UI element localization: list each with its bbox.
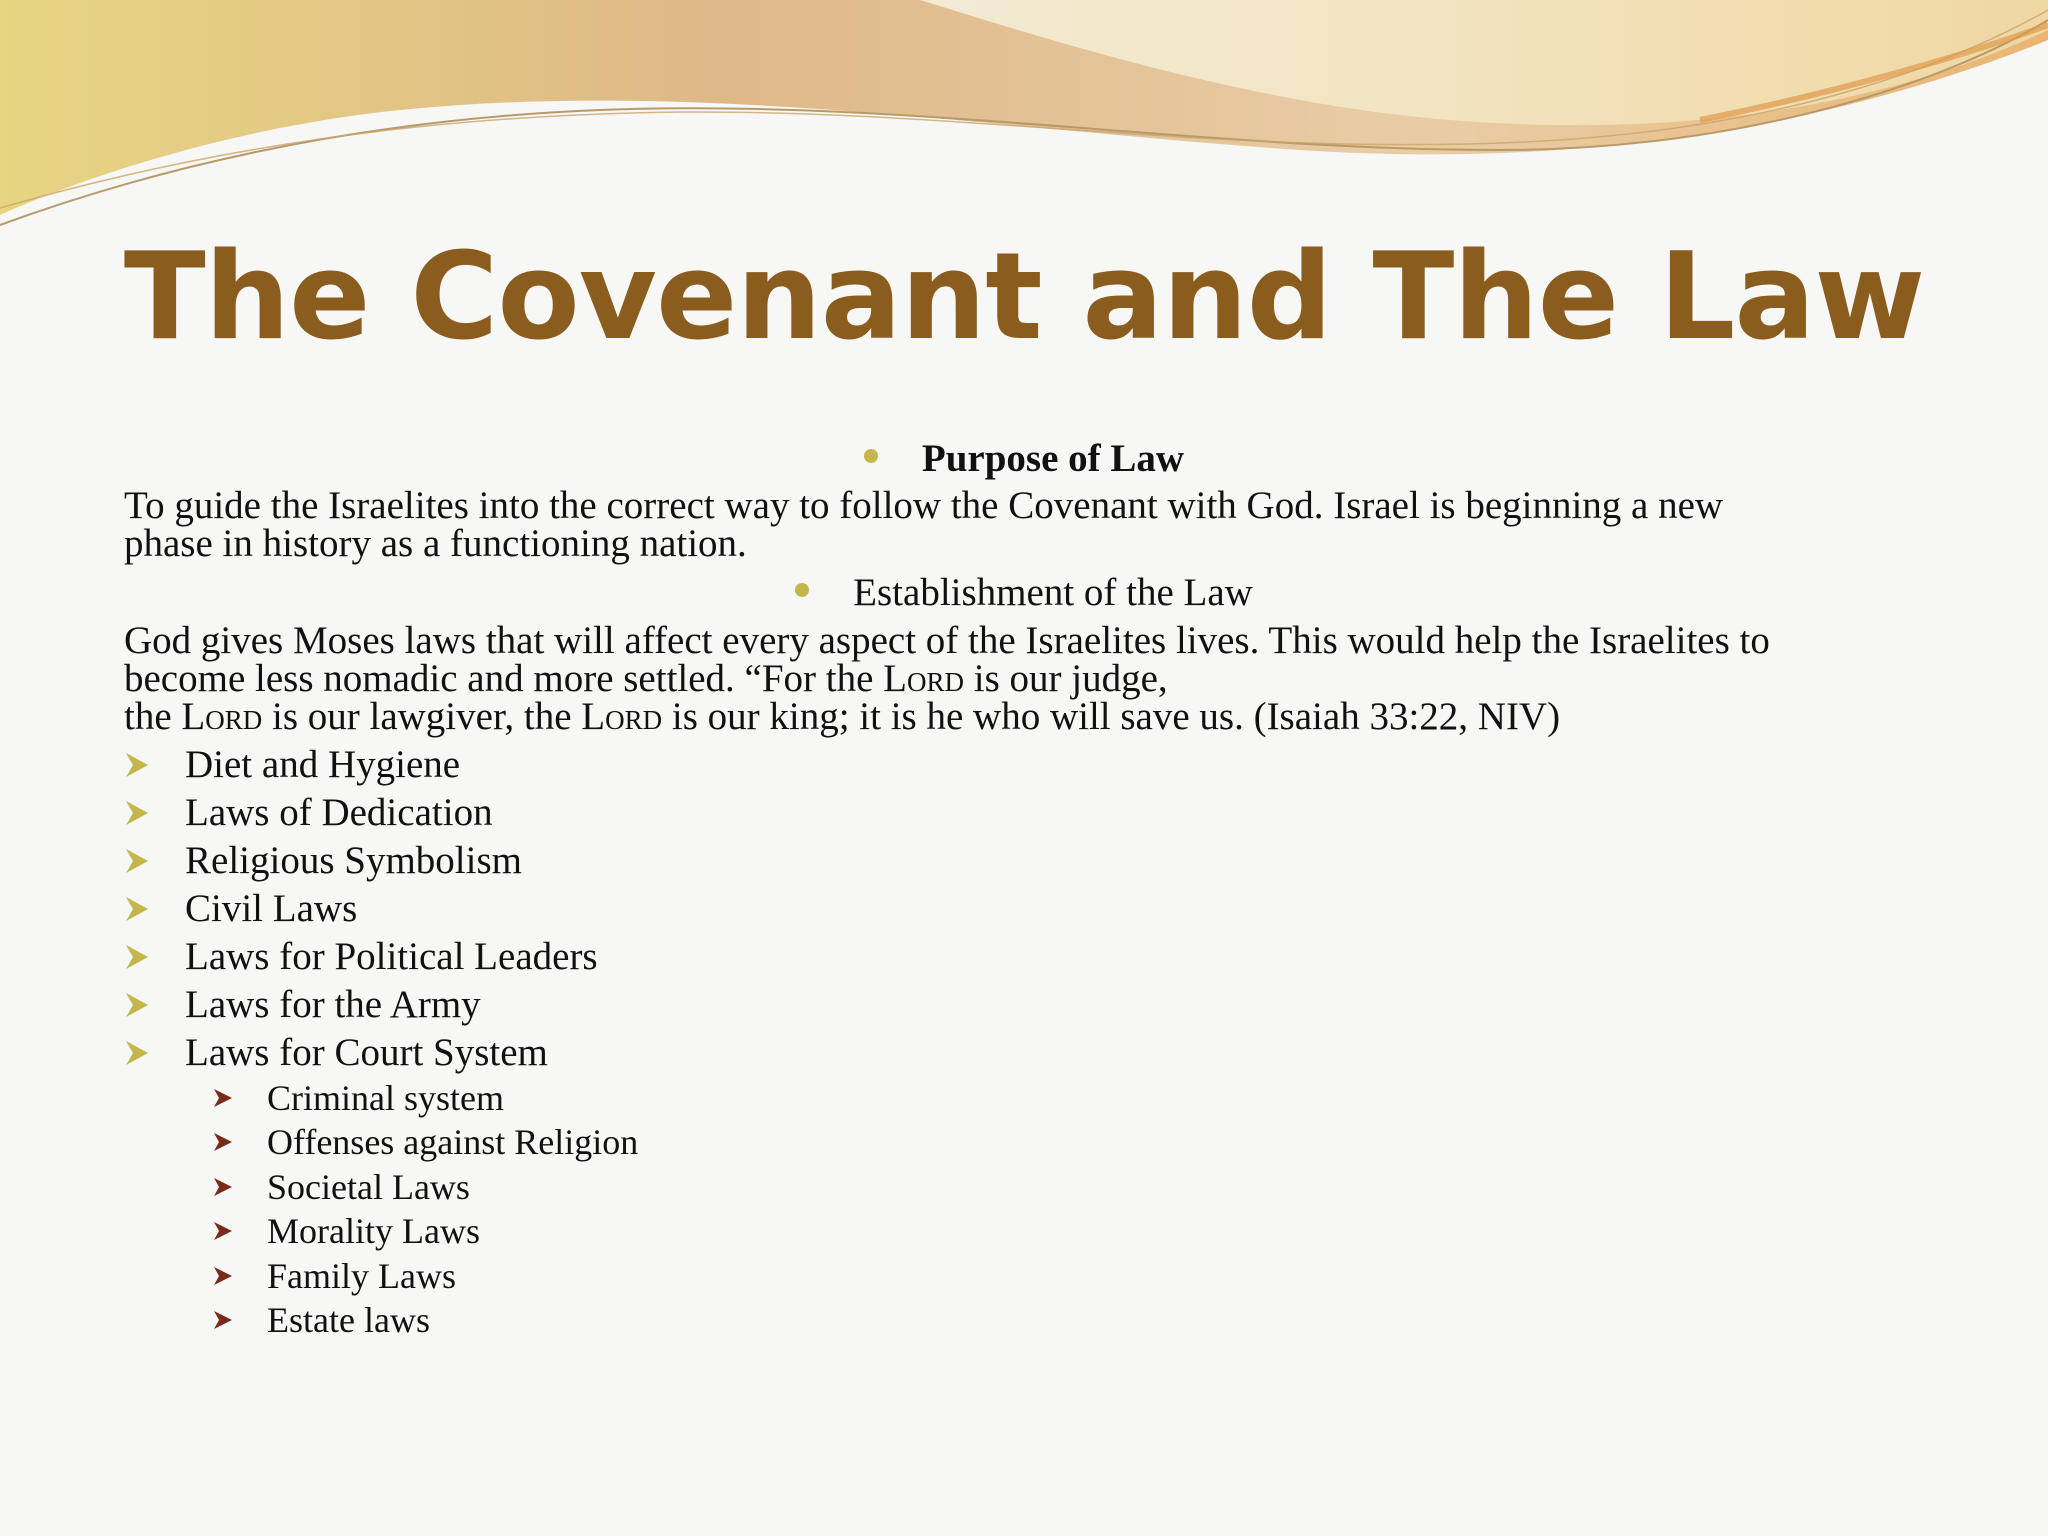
arrowhead-icon bbox=[212, 1298, 234, 1342]
purpose-heading bbox=[0, 436, 2048, 482]
arrowhead-icon bbox=[124, 933, 150, 981]
court-subcategories-list bbox=[212, 1076, 638, 1342]
list-item: Offenses against Religion bbox=[212, 1120, 638, 1164]
arrowhead-icon bbox=[124, 1029, 150, 1077]
purpose-text-line: phase in history as a functioning nation. bbox=[124, 522, 747, 565]
arrowhead-icon bbox=[212, 1076, 234, 1120]
list-item: Laws for the Army bbox=[124, 981, 598, 1029]
arrowhead-icon bbox=[124, 741, 150, 789]
list-item: Laws for Political Leaders bbox=[124, 933, 598, 981]
establishment-text-line: become less nomadic and more settled. “For the Lord is our judge, bbox=[124, 657, 1168, 700]
list-item: Morality Laws bbox=[212, 1209, 638, 1253]
arrowhead-icon bbox=[212, 1209, 234, 1253]
list-item: Civil Laws bbox=[124, 885, 598, 933]
small-caps-lord: ord bbox=[605, 695, 663, 738]
arrowhead-icon bbox=[212, 1165, 234, 1209]
purpose-text-line: To guide the Israelites into the correct way to follow the Covenant with God. Israel is beginning a new bbox=[124, 484, 1724, 527]
arrowhead-icon bbox=[124, 981, 150, 1029]
arrowhead-icon bbox=[124, 885, 150, 933]
list-item: Estate laws bbox=[212, 1298, 638, 1342]
establishment-text-line: the Lord is our lawgiver, the Lord is our king; it is he who will save us. (Isaiah 33:22, NIV) bbox=[124, 695, 1561, 738]
decorative-wave-banner bbox=[0, 0, 2048, 260]
list-item: Diet and Hygiene bbox=[124, 741, 598, 789]
bullet-dot-icon bbox=[795, 583, 809, 597]
list-item: Criminal system bbox=[212, 1076, 638, 1120]
small-caps-lord: ord bbox=[907, 657, 965, 700]
list-item: Laws of Dedication bbox=[124, 789, 598, 837]
small-caps-lord: ord bbox=[205, 695, 263, 738]
establishment-text-line: God gives Moses laws that will affect every aspect of the Israelites lives. This would help the Israelites to bbox=[124, 619, 1770, 662]
list-item: Laws for Court System bbox=[124, 1029, 598, 1077]
arrowhead-icon bbox=[212, 1120, 234, 1164]
bullet-dot-icon bbox=[864, 449, 878, 463]
establishment-heading bbox=[0, 570, 2048, 616]
establishment-paragraph bbox=[124, 619, 1974, 738]
establishment-heading-text: Establishment of the Law bbox=[853, 571, 1253, 614]
list-item: Family Laws bbox=[212, 1254, 638, 1298]
arrowhead-icon bbox=[124, 789, 150, 837]
slide-title: The Covenant and The Law bbox=[123, 228, 1925, 367]
law-categories-list bbox=[124, 741, 598, 1077]
list-item: Religious Symbolism bbox=[124, 837, 598, 885]
arrowhead-icon bbox=[212, 1254, 234, 1298]
list-item: Societal Laws bbox=[212, 1165, 638, 1209]
purpose-heading-text: Purpose of Law bbox=[921, 437, 1185, 480]
purpose-paragraph bbox=[124, 484, 1974, 565]
arrowhead-icon bbox=[124, 837, 150, 885]
